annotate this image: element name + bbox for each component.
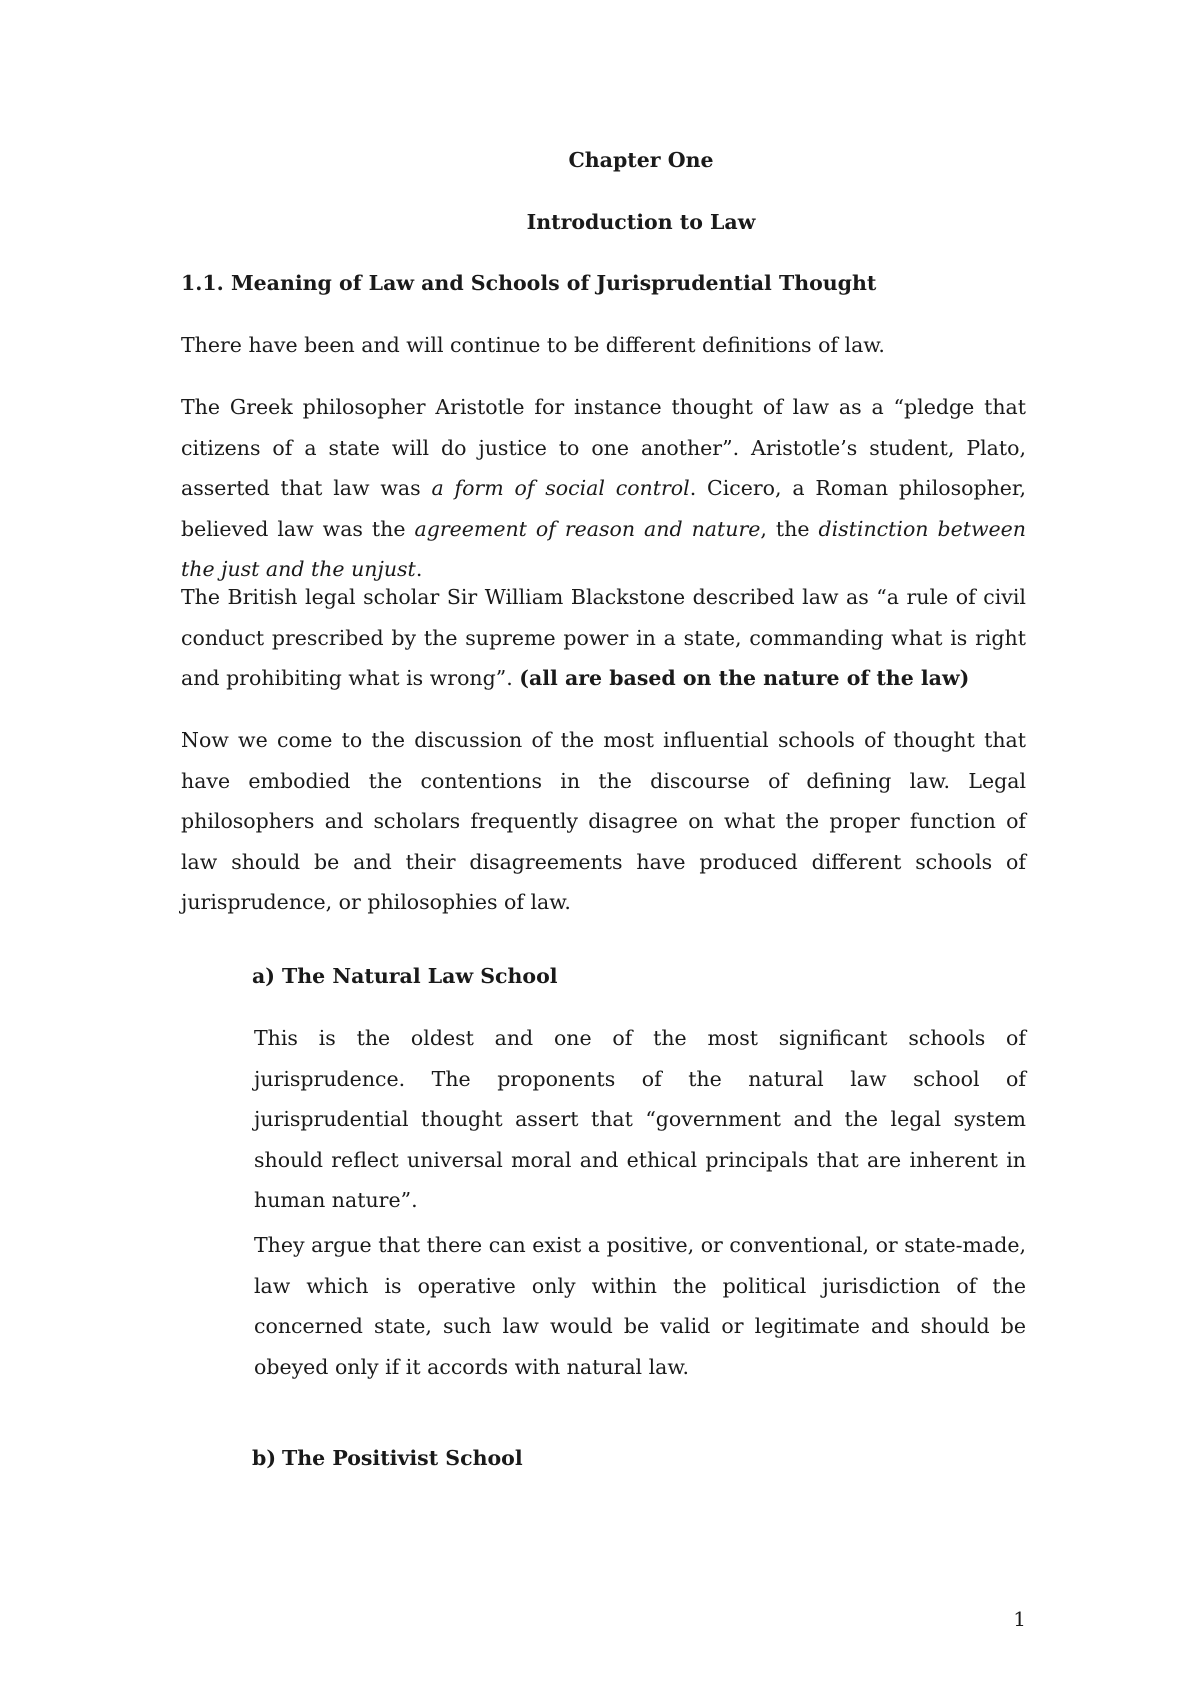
para2-italic-reason-nature: agreement of reason and nature	[414, 516, 761, 541]
paragraph-natural-law-2: They argue that there can exist a positive, or conventional, or state-made, law which is operative only within the political jurisdiction of the concerned state, such law would be valid or legitimate and should be obeyed only if it accords with natural law.	[254, 1233, 1026, 1379]
paragraph-blackstone	[181, 577, 1026, 699]
paragraph-definitions: There have been and will continue to be different definitions of law.	[181, 333, 885, 357]
paragraph-natural-law-1: This is the oldest and one of the most significant schools of jurisprudence. The proponents of the natural law school of jurisprudential thought assert that “government and the legal system should reflect universal moral and ethical principals that are inherent in human nature”.	[254, 1026, 1026, 1212]
subsection-heading-positivist	[252, 1438, 1026, 1479]
subsection-heading-natural-law	[252, 956, 1026, 997]
subsection-a-title: The Natural Law School	[282, 964, 558, 988]
para2-italic-social-control: a form of social control	[431, 476, 690, 500]
para3-bold-note: (all are based on the nature of the law)	[519, 666, 970, 690]
para3-text: The British legal scholar Sir William Blackstone described law as “a rule of civil conduct prescribed by the supreme power in a state, commanding what is right and prohibiting what is wrong”.	[181, 585, 1026, 690]
para2-text-1: The Greek philosopher Aristotle for instance thought of law as a “pledge that citizens of a state will do justice to one another”. Aristotle’s student, Plato, asserted that law was	[181, 395, 1026, 500]
paragraph-aristotle-plato-cicero	[181, 387, 1026, 590]
chapter-title: Chapter One	[568, 148, 714, 172]
section-heading: 1.1. Meaning of Law and Schools of Jurisprudential Thought	[181, 271, 877, 295]
subsection-b-marker: b)	[252, 1446, 277, 1470]
chapter-subtitle: Introduction to Law	[526, 210, 756, 234]
page-number: 1	[1013, 1607, 1026, 1631]
subsection-b-title: The Positivist School	[282, 1446, 523, 1470]
para2-text-3: , the	[760, 516, 819, 541]
para2-text-4: .	[415, 557, 423, 581]
paragraph-schools-intro: Now we come to the discussion of the most influential schools of thought that have embodied the contentions in the discourse of defining law. Legal philosophers and scholars frequently disagree on what the proper function of law should be and their disagreements have produced different schools of jurisprudence, or philosophies of law.	[181, 728, 1026, 914]
subsection-a-marker: a)	[252, 964, 275, 988]
para2-italic-just-unjust: distinction between the just and the unjust	[181, 516, 1026, 581]
para2-text-2: . Cicero, a Roman philosopher, believed law was the	[181, 476, 1026, 541]
